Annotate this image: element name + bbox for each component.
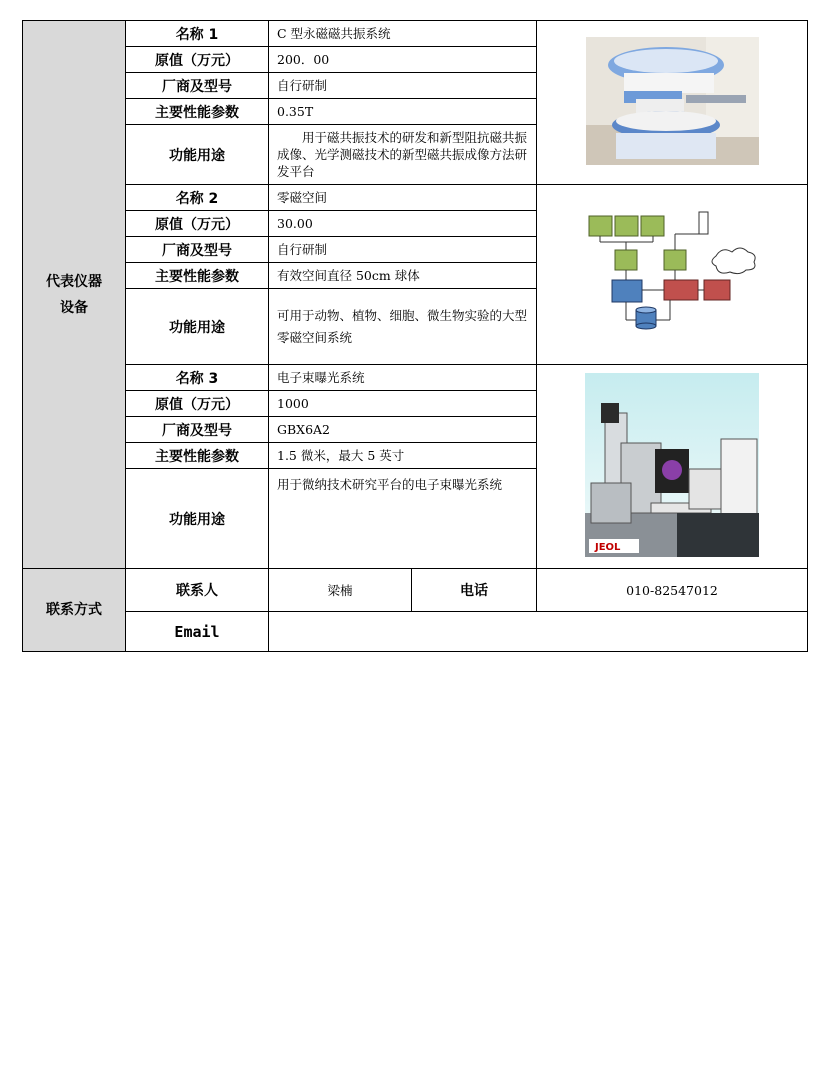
contact-person-label: 联系人 bbox=[126, 569, 269, 612]
photo-cell-2 bbox=[537, 185, 808, 365]
maker-1: 自行研制 bbox=[269, 73, 537, 99]
value-label-2: 原值（万元） bbox=[126, 211, 269, 237]
photo-cell-1 bbox=[537, 21, 808, 185]
name-label-1: 名称 1 bbox=[126, 21, 269, 47]
use-label-1: 功能用途 bbox=[126, 125, 269, 185]
params-1: 0.35T bbox=[269, 99, 537, 125]
name-label-2: 名称 2 bbox=[126, 185, 269, 211]
maker-label-3: 厂商及型号 bbox=[126, 417, 269, 443]
photo-cell-3 bbox=[537, 365, 808, 569]
params-2: 有效空间直径 50cm 球体 bbox=[269, 263, 537, 289]
params-label-1: 主要性能参数 bbox=[126, 99, 269, 125]
electron-beam-system-photo bbox=[585, 373, 759, 557]
equipment-section-label bbox=[23, 21, 126, 569]
params-label-3: 主要性能参数 bbox=[126, 443, 269, 469]
value-1: 200．00 bbox=[269, 47, 537, 73]
phone-label: 电话 bbox=[412, 569, 537, 612]
email-label: Email bbox=[126, 612, 269, 652]
equipment-section-text: 代表仪器设备 bbox=[46, 273, 102, 316]
params-3: 1.5 微米，最大 5 英寸 bbox=[269, 443, 537, 469]
params-label-2: 主要性能参数 bbox=[126, 263, 269, 289]
phone-number: 010-82547012 bbox=[537, 569, 808, 612]
contact-person: 梁楠 bbox=[269, 569, 412, 612]
contact-section-label: 联系方式 bbox=[23, 569, 126, 652]
jeol-logo-text: JEOL bbox=[595, 541, 621, 553]
value-label-1: 原值（万元） bbox=[126, 47, 269, 73]
name-value-2: 零磁空间 bbox=[269, 185, 537, 211]
maker-2: 自行研制 bbox=[269, 237, 537, 263]
value-3: 1000 bbox=[269, 391, 537, 417]
use-label-3: 功能用途 bbox=[126, 469, 269, 569]
use-2: 可用于动物、植物、细胞、微生物实验的大型零磁空间系统 bbox=[269, 289, 537, 365]
maker-label-2: 厂商及型号 bbox=[126, 237, 269, 263]
mri-system-photo bbox=[586, 37, 759, 165]
maker-label-1: 厂商及型号 bbox=[126, 73, 269, 99]
maker-3: GBX6A2 bbox=[269, 417, 537, 443]
equipment-info-table bbox=[22, 20, 808, 652]
use-text-1: 用于磁共振技术的研发和新型阻抗磁共振成像、光学测磁技术的新型磁共振成像方法研发平台 bbox=[277, 130, 528, 179]
zero-field-system-diagram bbox=[584, 208, 760, 338]
value-label-3: 原值（万元） bbox=[126, 391, 269, 417]
value-2: 30.00 bbox=[269, 211, 537, 237]
use-3: 用于微纳技术研究平台的电子束曝光系统 bbox=[269, 469, 537, 569]
name-label-3: 名称 3 bbox=[126, 365, 269, 391]
name-value-1: C 型永磁磁共振系统 bbox=[269, 21, 537, 47]
email-value bbox=[269, 612, 808, 652]
use-1 bbox=[269, 125, 537, 185]
use-label-2: 功能用途 bbox=[126, 289, 269, 365]
name-value-3: 电子束曝光系统 bbox=[269, 365, 537, 391]
